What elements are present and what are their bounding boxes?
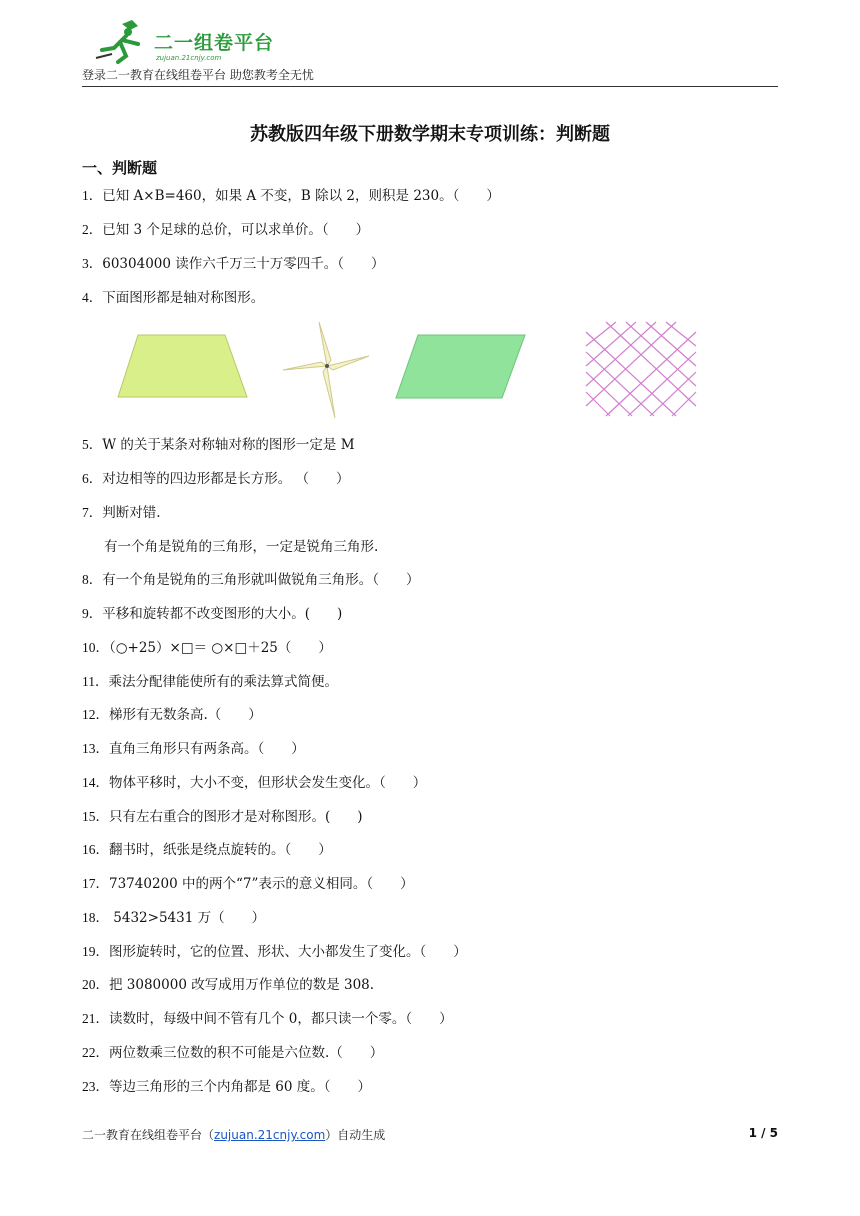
question-3: 3．60304000 读作六千万三十万零四千。（ ） — [82, 256, 385, 272]
question-19: 19．图形旋转时，它的位置、形状、大小都发生了变化。（ ） — [82, 944, 467, 960]
logo — [92, 18, 292, 64]
question-7-statement: 有一个角是锐角的三角形，一定是锐角三角形. — [104, 539, 379, 555]
section-heading: 一、判断题 — [82, 159, 158, 177]
parallelogram-figure — [396, 335, 525, 398]
question-20: 20．把 3080000 改写成用万作单位的数是 308. — [82, 977, 375, 993]
question-6: 6．对边相等的四边形都是长方形。 （ ） — [82, 471, 350, 487]
page-title: 苏教版四年级下册数学期末专项训练：判断题 — [250, 124, 610, 145]
header-divider — [82, 86, 778, 87]
question-23: 23．等边三角形的三个内角都是 60 度。（ ） — [82, 1079, 372, 1095]
question-1: 1．已知 A×B=460，如果 A 不变，B 除以 2，则积是 230。（ ） — [82, 188, 500, 204]
question-4: 4．下面图形都是轴对称图形。 — [82, 290, 265, 306]
logo-subtext: zujuan.21cnjy.com — [156, 54, 222, 62]
question-7: 7．判断对错. — [82, 505, 161, 521]
lattice-figure — [586, 322, 696, 416]
question-12: 12．梯形有无数条高.（ ） — [82, 707, 262, 723]
question-17: 17．73740200 中的两个“7”表示的意义相同。（ ） — [82, 876, 414, 892]
logo-text: 二一组卷平台 — [154, 32, 275, 54]
question-5: 5．W 的关于某条对称轴对称的图形一定是 M — [82, 437, 355, 453]
footer-source: 二一教育在线组卷平台（zujuan.21cnjy.com）自动生成 — [82, 1128, 386, 1142]
question-13: 13．直角三角形只有两条高。（ ） — [82, 741, 305, 757]
footer-link[interactable]: zujuan.21cnjy.com — [214, 1128, 326, 1142]
question-16: 16．翻书时，纸张是绕点旋转的。（ ） — [82, 842, 332, 858]
page-number: 1 / 5 — [748, 1126, 778, 1140]
question-18: 18． 5432>5431 万（ ） — [82, 910, 266, 926]
page-header — [82, 18, 778, 88]
runner-logo-icon — [92, 18, 152, 64]
pinwheel-figure — [283, 322, 369, 418]
question-9: 9．平移和旋转都不改变图形的大小。( ) — [82, 606, 343, 622]
question-21: 21．读数时，每级中间不管有几个 0，都只读一个零。（ ） — [82, 1011, 453, 1027]
question-10: 10．（○+25）×□＝ ○×□＋25（ ） — [82, 640, 332, 656]
question-22: 22．两位数乘三位数的积不可能是六位数.（ ） — [82, 1045, 384, 1061]
trapezoid-figure — [118, 335, 247, 397]
question-11: 11．乘法分配律能使所有的乘法算式简便。 — [82, 674, 338, 690]
question-8: 8．有一个角是锐角的三角形就叫做锐角三角形。（ ） — [82, 572, 420, 588]
question-14: 14．物体平移时，大小不变，但形状会发生变化。（ ） — [82, 775, 427, 791]
question-15: 15．只有左右重合的图形才是对称图形。( ) — [82, 809, 363, 825]
header-slogan: 登录二一教育在线组卷平台 助您教考全无忧 — [82, 68, 314, 82]
question-4-figures — [110, 318, 710, 424]
question-2: 2．已知 3 个足球的总价，可以求单价。（ ） — [82, 222, 370, 238]
